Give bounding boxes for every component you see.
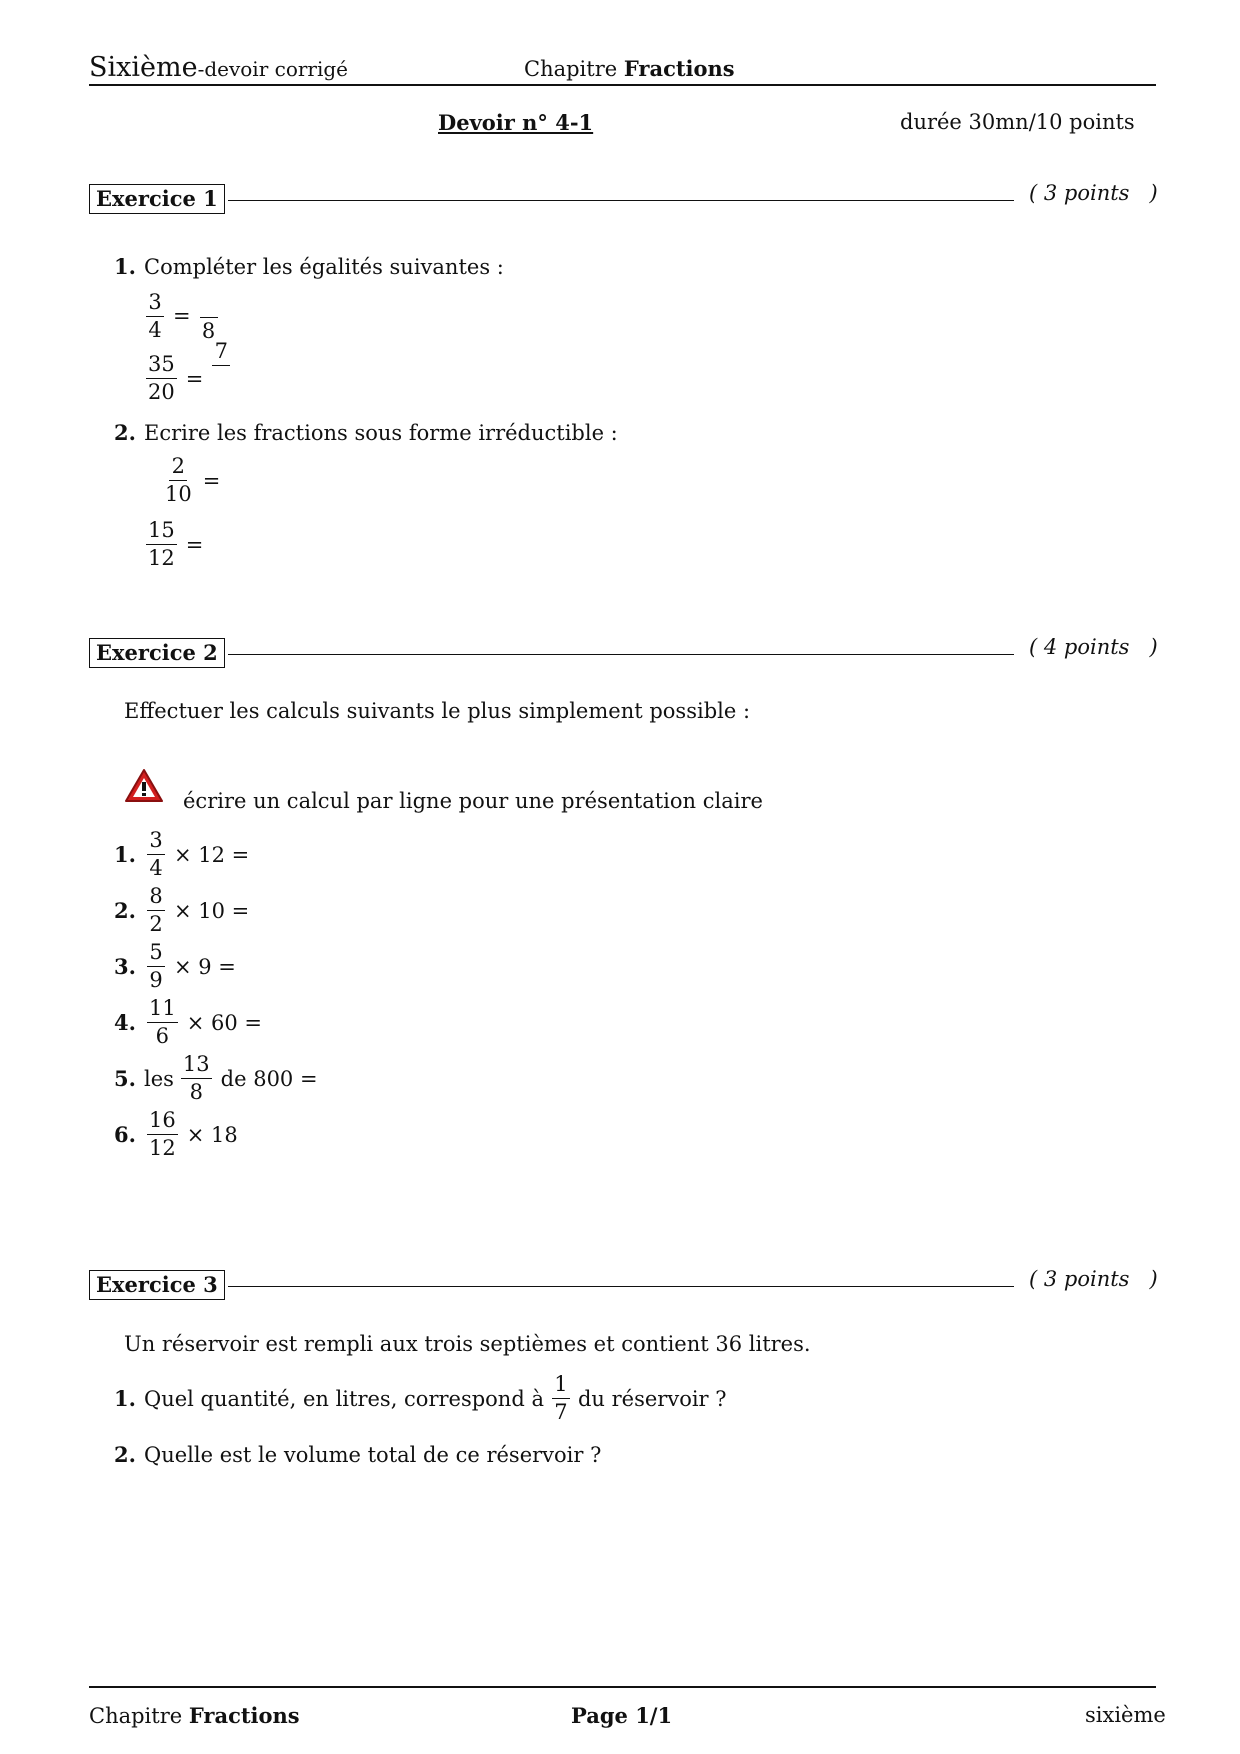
ex1-question-1: [114, 254, 504, 279]
denominator: 9: [149, 968, 163, 992]
header-rule: [89, 84, 1156, 86]
denominator: 6: [155, 1024, 170, 1048]
numerator-blank: [200, 290, 218, 318]
fraction: [146, 354, 177, 403]
calc-number: 3.: [114, 954, 136, 979]
ex3-q2-text: Quelle est le volume total de ce réservoir ?: [144, 1442, 602, 1467]
footer-rule: [89, 1686, 1156, 1688]
ex1-q1-text: Compléter les égalités suivantes :: [144, 254, 504, 279]
numerator: 35: [146, 354, 177, 379]
warning-triangle-icon: [124, 768, 164, 809]
numerator: 7: [212, 341, 230, 366]
exercise-2-label: Exercice 2: [89, 638, 225, 668]
ex2-calculation-3: [114, 942, 236, 991]
header-chapter-prefix: Chapitre: [524, 57, 624, 81]
denominator: 4: [148, 317, 162, 342]
calc-operation: de 800 =: [220, 1066, 318, 1091]
denominator: 10: [165, 482, 192, 506]
calc-operation: × 12 =: [174, 842, 250, 867]
ex3-q1-number: 1.: [114, 1386, 136, 1411]
calc-operation: × 10 =: [174, 898, 250, 923]
calc-number: 6.: [114, 1122, 136, 1147]
ex1-q1-number: 1.: [114, 254, 136, 279]
fraction: [147, 1110, 178, 1159]
header-left: [89, 52, 348, 83]
fraction: [146, 520, 177, 569]
ex2-intro: Effectuer les calculs suivants le plus simplement possible :: [124, 699, 751, 723]
equals-sign: =: [173, 304, 191, 328]
exercise-3-points: ( 3 points ): [1029, 1267, 1158, 1291]
exercise-2-rule: [228, 654, 1014, 655]
fraction-blank-numerator: [200, 290, 218, 342]
footer-page-number: Page 1/1: [571, 1703, 673, 1728]
ex3-question-1: [114, 1374, 727, 1423]
exercise-1-label: Exercice 1: [89, 184, 225, 214]
exercise-1-rule: [228, 200, 1014, 201]
ex2-calculation-6: [114, 1110, 238, 1159]
header-chapter: [524, 56, 735, 81]
ex3-intro: Un réservoir est rempli aux trois septièmes et contient 36 litres.: [124, 1332, 811, 1356]
fraction-blank-denominator: [212, 341, 230, 390]
page-title: Devoir n° 4-1: [438, 110, 594, 135]
equals-sign: =: [185, 366, 204, 391]
footer-chapter-prefix: Chapitre: [89, 1704, 189, 1728]
numerator: 8: [147, 886, 165, 911]
ex2-calculation-4: [114, 998, 262, 1047]
ex2-calculation-1: [114, 830, 249, 879]
denominator: 4: [149, 856, 163, 880]
ex1-irreducible-2: [143, 520, 209, 569]
equals-sign: =: [185, 532, 204, 557]
duration-info: durée 30mn/10 points: [900, 110, 1135, 134]
ex3-q1-text: Quel quantité, en litres, correspond à: [144, 1386, 544, 1411]
calc-number: 4.: [114, 1010, 136, 1035]
numerator: 5: [147, 942, 165, 967]
header-level: Sixième: [89, 52, 198, 83]
calc-operation: × 9 =: [174, 954, 236, 979]
numerator: 11: [147, 998, 178, 1023]
ex2-calculation-5: [114, 1054, 318, 1103]
fraction: [147, 998, 178, 1047]
numerator: 3: [147, 830, 165, 855]
ex1-equality-1: [143, 290, 221, 342]
calc-number: 5.: [114, 1066, 136, 1091]
ex1-q2-text: Ecrire les fractions sous forme irréductible :: [144, 420, 618, 445]
numerator: 2: [169, 456, 187, 481]
ex2-calculation-2: [114, 886, 249, 935]
fraction: [552, 1374, 570, 1423]
denominator: 20: [148, 380, 175, 404]
ex3-q2-number: 2.: [114, 1442, 136, 1467]
denominator: 2: [149, 912, 163, 936]
numerator: 16: [147, 1110, 178, 1135]
fraction: [181, 1054, 212, 1103]
ex1-irreducible-1: [160, 456, 226, 505]
exercise-3-rule: [228, 1286, 1014, 1287]
footer-chapter-name: Fractions: [188, 1703, 300, 1728]
calc-prefix: les: [144, 1066, 174, 1091]
equals-sign: =: [202, 468, 221, 493]
denominator: 7: [554, 1400, 568, 1424]
fraction: [146, 289, 164, 342]
header-chapter-name: Fractions: [623, 56, 735, 81]
calc-operation: × 18: [186, 1122, 238, 1147]
exercise-1-points: ( 3 points ): [1029, 181, 1158, 205]
ex3-q1-text-end: du réservoir ?: [577, 1386, 727, 1411]
fraction: [147, 830, 165, 879]
denominator: 8: [201, 319, 216, 343]
numerator: 15: [146, 520, 177, 545]
ex1-question-2: [114, 420, 618, 445]
numerator: 3: [146, 292, 164, 317]
exercise-2-points: ( 4 points ): [1029, 635, 1158, 659]
numerator: 13: [181, 1054, 212, 1079]
calc-operation: × 60 =: [186, 1010, 262, 1035]
denominator: 8: [189, 1080, 203, 1104]
denominator-blank: [212, 366, 230, 390]
ex1-q2-number: 2.: [114, 420, 136, 445]
header-doc-type: -devoir corrigé: [197, 57, 349, 81]
ex2-warning-text: écrire un calcul par ligne pour une présentation claire: [183, 789, 763, 813]
footer-level: sixième: [1085, 1703, 1166, 1727]
numerator: 1: [552, 1374, 570, 1399]
exercise-3-label: Exercice 3: [89, 1270, 225, 1300]
ex1-equality-2: [143, 339, 233, 404]
footer-chapter: [89, 1703, 300, 1728]
ex3-question-2: [114, 1442, 601, 1467]
calc-number: 2.: [114, 898, 136, 923]
calc-number: 1.: [114, 842, 136, 867]
denominator: 12: [149, 1136, 176, 1160]
fraction: [147, 886, 165, 935]
fraction: [147, 942, 165, 991]
fraction: [163, 456, 194, 505]
denominator: 12: [148, 546, 175, 570]
